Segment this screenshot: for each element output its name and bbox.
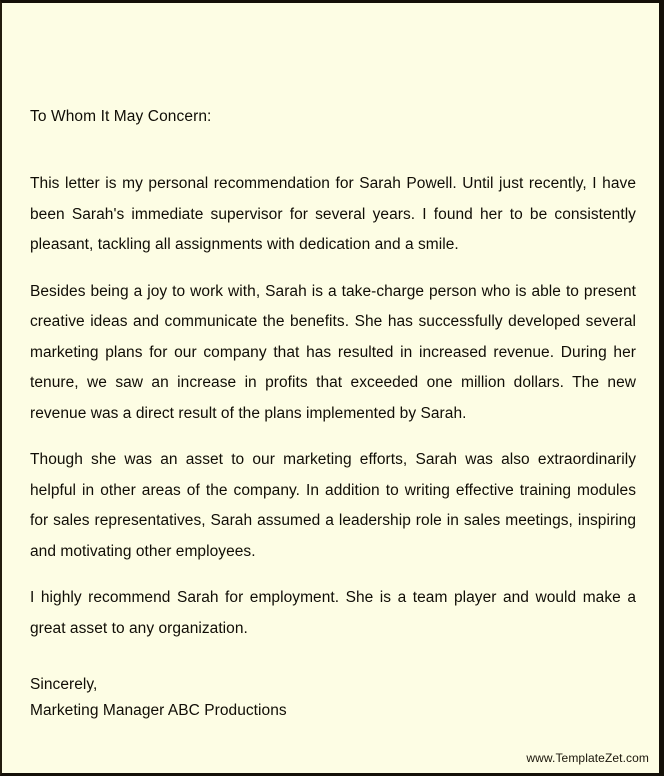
salutation: To Whom It May Concern:	[30, 108, 212, 125]
letter-paragraph-4: I highly recommend Sarah for employment. She is a team player and would make a great asset to any organization.	[30, 589, 636, 637]
signature-title: Marketing Manager ABC Productions	[30, 702, 287, 719]
letter-paragraph-3: Though she was an asset to our marketing efforts, Sarah was also extraordinarily helpful in other areas of the company. In addition to writing effective training modules for sales representatives, Sarah assumed a leadership role in sales meetings, inspiring and motivating other employees.	[30, 451, 636, 560]
letter-body	[30, 107, 636, 724]
valediction: Sincerely,	[30, 676, 98, 693]
watermark-url: www.TemplateZet.com	[526, 751, 649, 765]
letter-paragraph-2: Besides being a joy to work with, Sarah is a take-charge person who is able to present creative ideas and communicate the benefits. She has successfully developed several marketing plans for our company that has resulted in increased revenue. During her tenure, we saw an increase in profits that exceeded one million dollars. The new revenue was a direct result of the plans implemented by Sarah.	[30, 282, 636, 422]
closing-block	[30, 672, 636, 724]
letter-paragraph-1: This letter is my personal recommendation for Sarah Powell. Until just recently, I have been Sarah's immediate supervisor for several years. I found her to be consistently pleasant, tackling all assignments with dedication and a smile.	[30, 175, 636, 253]
